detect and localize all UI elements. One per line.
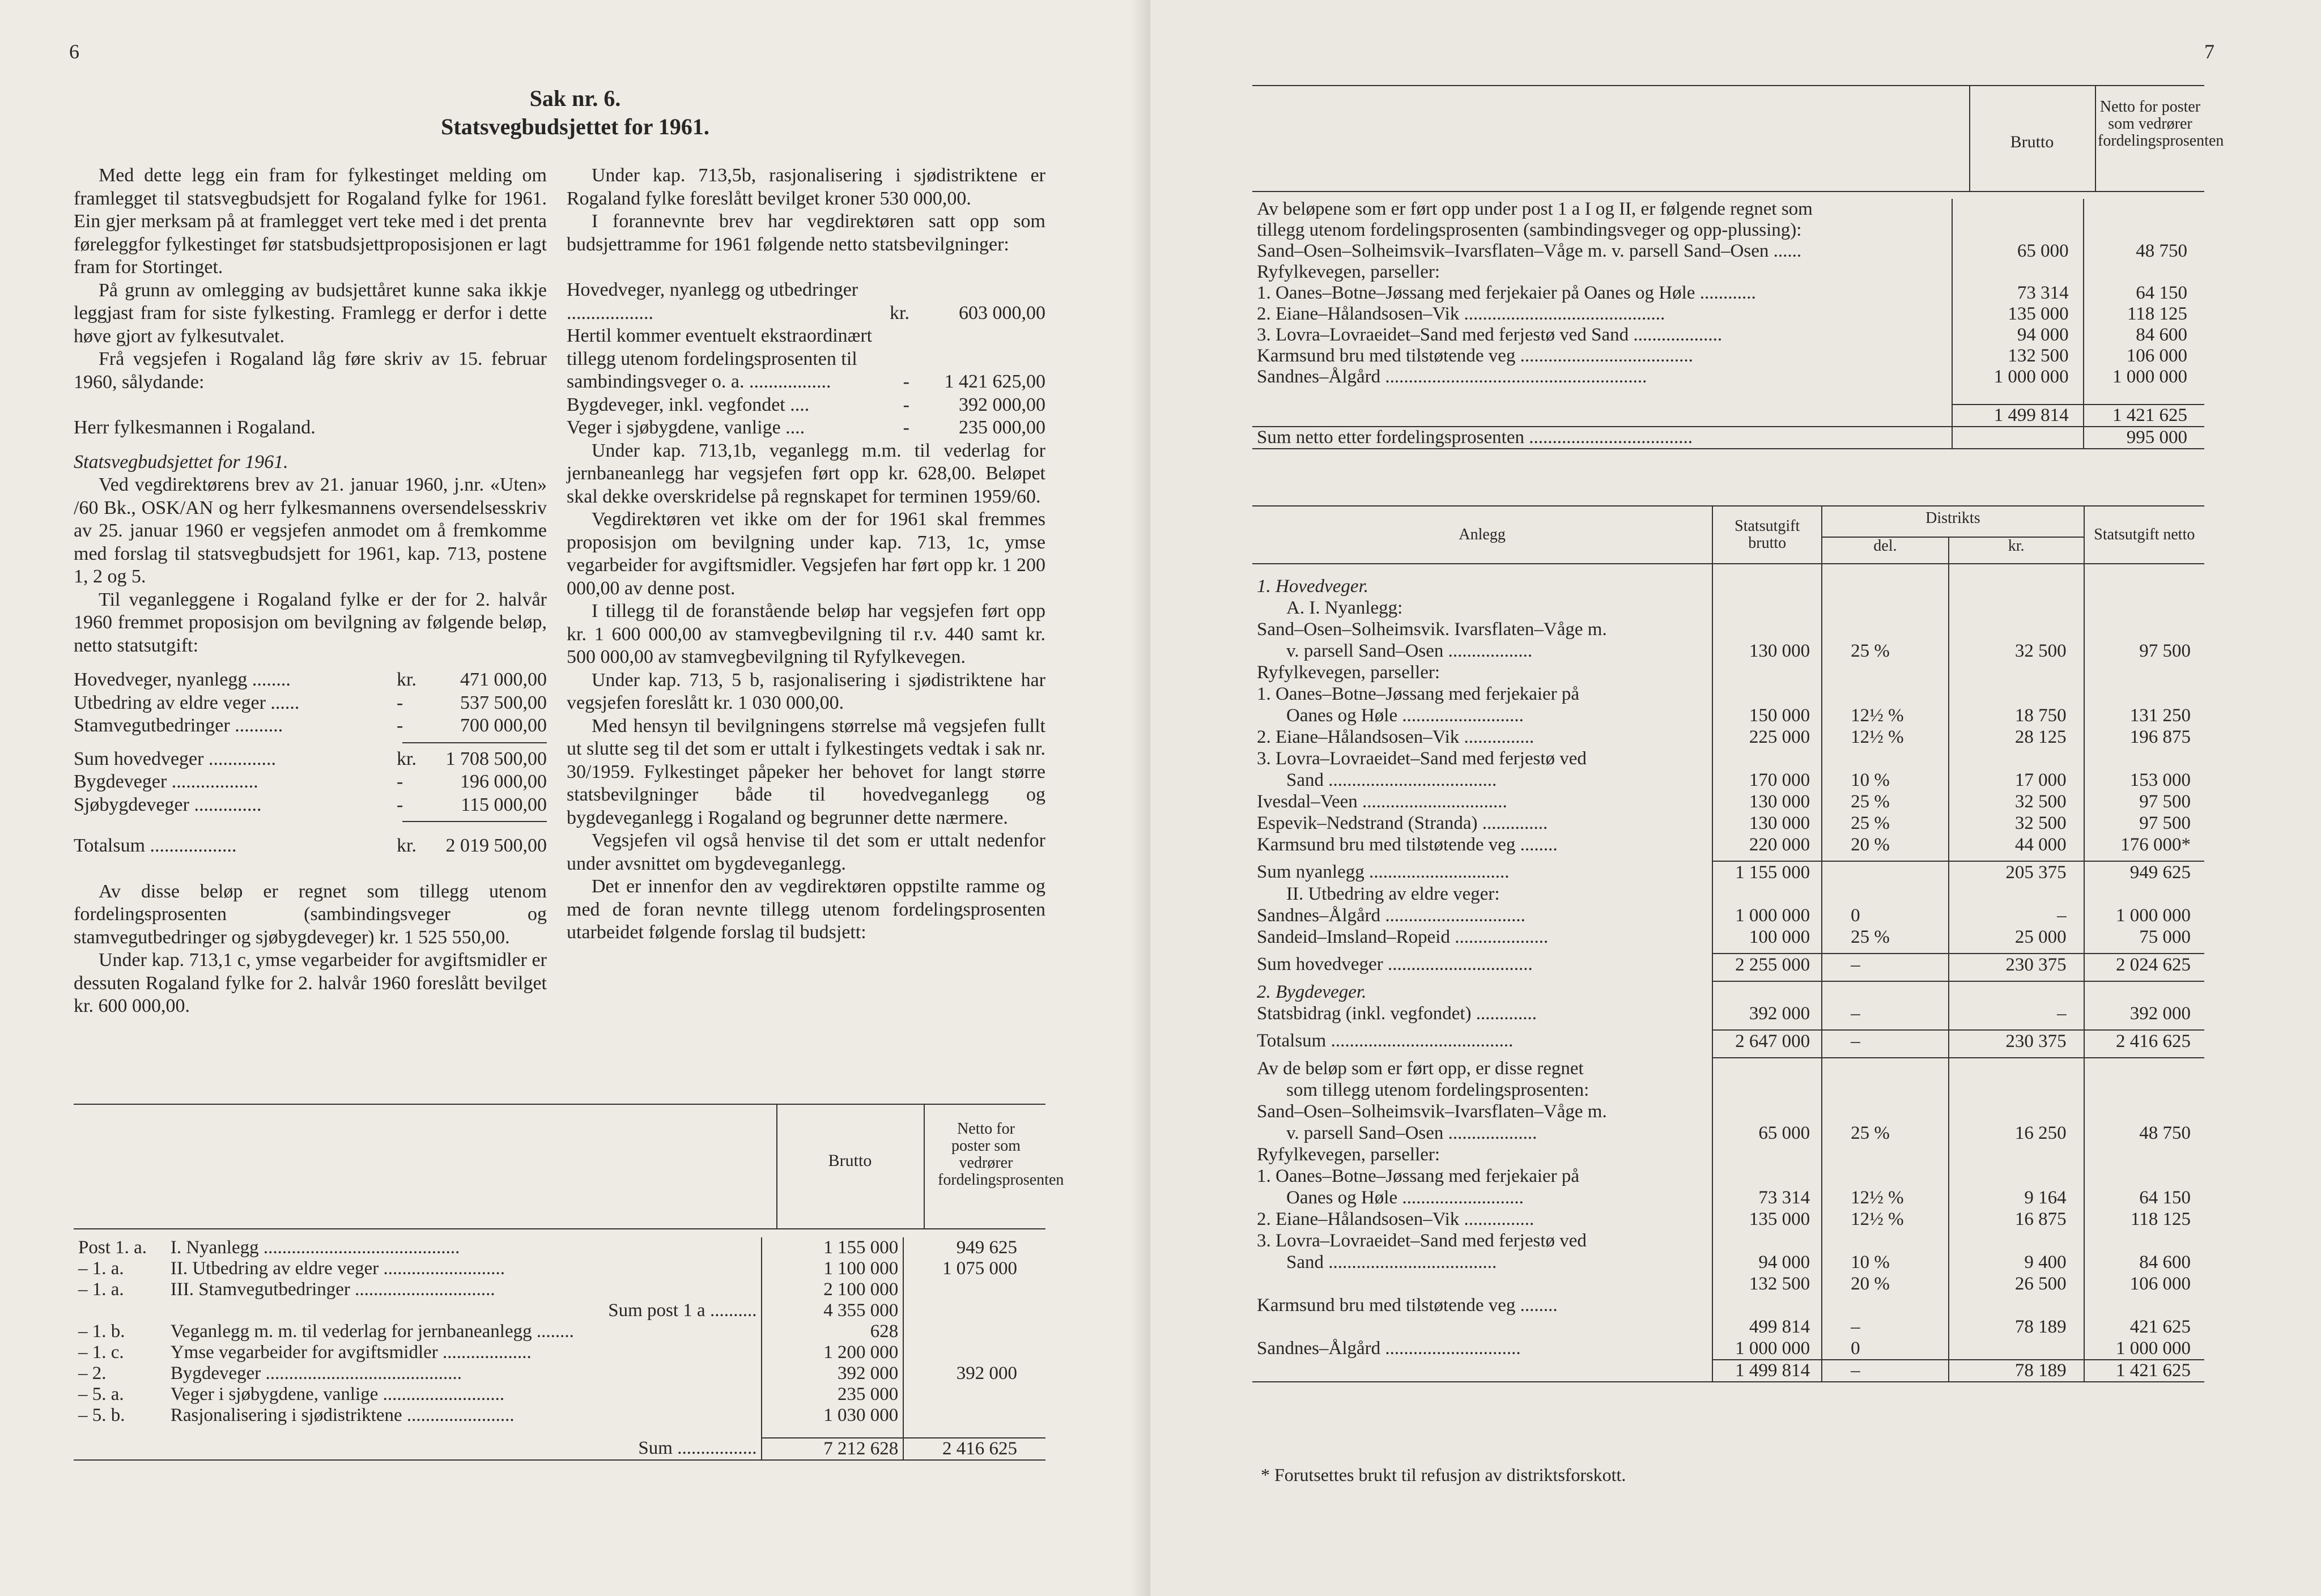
table-row: 2. Eiane–Hålandsosen–Vik ............... 135 000 12½ % 16 875 118 125 [1252,1208,2204,1230]
table-row: 2. Eiane–Hålandsosen–Vik ........................................... 135 000 118 125 [1252,304,2204,325]
table-row: – 2. Bygdeveger .......................................... 392 000 392 000 [74,1363,1045,1384]
intro-row: Av beløpene som er ført opp under post 1 a I og II, er følgende regnet som [1252,199,2204,220]
subtotal-row: 1 499 814 1 421 625 [1252,405,2204,427]
table-row: A. I. Nyanlegg: [1252,597,2204,619]
case-title: Sak nr. 6. [529,86,621,111]
paragraph: Med dette legg ein fram for fylkestinget melding om framlegget til statsvegbudsjett for Rogaland fylke for 1961. Ein gjer merksam på at framlegget vert teke med i det prenta føreleggfor fylkestinget før statsbudsjettproposisjonen er lagt fram for Stortinget. [74,165,547,278]
table-row: Sand .................................... 170 000 10 % 17 000 153 000 [1252,769,2204,791]
total-line: Totalsum .................. kr. 2 019 500,00 [74,835,547,856]
table-row: Oanes og Høle .......................... 73 314 12½ % 9 164 64 150 [1252,1187,2204,1208]
paragraph: Under kap. 713,1 c, ymse vegarbeider for avgiftsmidler er dessuten Rogaland fylke for 2. halvår 1960 foreslått bevilget kr. 600 000,00. [74,950,547,1016]
paragraph: Ved vegdirektørens brev av 21. januar 1960, j.nr. «Uten» /60 Bk., OSK/AN og herr fylkesmannens oversendelsesskriv av 25. januar 1960 er vegsjefen anmodet om å fremkomme med forslag til statsvegbudsjett for 1961, kap. 713, postene 1, 2 og 5. [74,474,547,587]
left-page [0,0,1150,1596]
paragraph: Under kap. 713,1b, veganlegg m.m. til vederlag for jernbaneanlegg har vegsjefen ført opp kr. 628,00. Beløpet skal dekke overskridelse på regnskapet for terminen 1959/60. [567,440,1045,507]
table-row: Ryfylkevegen, parseller: [1252,262,2204,283]
table-row: Sand–Osen–Solheimsvik–Ivarsflaten–Våge m. [1252,1101,2204,1122]
page-number-right: 7 [2204,40,2214,63]
table-row: Espevik–Nedstrand (Stranda) .............. 130 000 25 % 32 500 97 500 [1252,812,2204,834]
table-row [1252,948,2204,954]
paragraph: Under kap. 713, 5 b, rasjonalisering i sjødistriktene har vegsjefen foreslått kr. 1 030 000,00. [567,669,1045,713]
paragraph: Vegdirektøren vet ikke om der for 1961 skal fremmes proposisjon om bevilgning under kap. 713, 1c, ymse vegarbeider for avgiftsmidler. Vegsjefen har ført opp kr. 1 200 000,00 av denne post. [567,509,1045,599]
salutation: Herr fylkesmannen i Rogaland. [74,417,316,438]
table-header: Brutto Netto for poster som vedrører fordelingsprosenten [1252,85,2204,192]
right-page [1150,0,2321,1596]
paragraph: Under kap. 713,5b, rasjonalisering i sjødistriktene er Rogaland fylke foreslått bevilget kroner 530 000,00. [567,165,1045,209]
table-row: som tillegg utenom fordelingsprosenten: [1252,1079,2204,1101]
table-row: Post 1. a. I. Nyanlegg .......................................... 1 155 000 949 625 [74,1237,1045,1258]
table-row: 132 500 20 % 26 500 106 000 [1252,1273,2204,1295]
table-row: v. parsell Sand–Osen ................... 65 000 25 % 16 250 48 750 [1252,1122,2204,1144]
table-row: II. Utbedring av eldre veger: [1252,883,2204,905]
table-row: – 1. a. II. Utbedring av eldre veger .......................... 1 100 000 1 075 000 [74,1258,1045,1279]
amount-line: Bygdeveger .................. - 196 000,00 [74,771,547,792]
table-row: 1. Oanes–Botne–Jøssang med ferjekaier på Oanes og Høle ............ 73 314 64 150 [1252,283,2204,304]
table-row: – 5. b. Rasjonalisering i sjødistriktene ....................... 1 030 000 [74,1405,1045,1426]
left-column-1 [74,164,547,1018]
table-row: 2. Eiane–Hålandsosen–Vik ............... 225 000 12½ % 28 125 196 875 [1252,726,2204,748]
table-row [1252,1052,2204,1058]
table-row: Sandnes–Ålgård .............................. 1 000 000 0 – 1 000 000 [1252,905,2204,926]
budget-frame-item: Bygdeveger, inkl. vegfondet .... - 392 000,00 [567,394,1045,415]
table-row: Statsbidrag (inkl. vegfondet) ............. 392 000 – – 392 000 [1252,1003,2204,1024]
paragraph: På grunn av omlegging av budsjettåret kunne saka ikkje leggjast fram for siste fylkesting. Framlegg er derfor i dette høve gjort av fylkesutvalet. [74,279,547,347]
table-row: Karmsund bru med tilstøtende veg ........ [1252,1295,2204,1316]
table-row [1252,976,2204,981]
supplement-rows [1252,199,2204,450]
budget-frame-item: Hertil kommer eventuelt ekstraordinært tillegg utenom fordelingsprosenten til sambindingsveger o. a. ................. - 1 421 625,00 [567,325,1045,392]
table-row: Sand–Osen–Solheimsvik. Ivarsflaten–Våge m. [1252,619,2204,640]
table-row: 2. Bygdeveger. [1252,981,2204,1003]
paragraph: Til veganleggene i Rogaland fylke er der for 2. halvår 1960 fremmet proposisjon om bevilgning av følgende beløp, netto statsutgift: [74,589,547,656]
table-row [1252,1024,2204,1030]
table-row: v. parsell Sand–Osen .................. 130 000 25 % 32 500 97 500 [1252,640,2204,662]
table-row: Karmsund bru med tilstøtende veg ..................................... 132 500 106 000 [1252,346,2204,367]
document-title: Statsvegbudsjettet for 1961. [441,114,709,139]
page-number-left: 6 [69,40,79,63]
budget-frame-item: Hovedveger, nyanlegg og utbedringer .................. kr. 603 000,00 [567,279,1045,324]
table-row: Oanes og Høle .......................... 150 000 12½ % 18 750 131 250 [1252,705,2204,726]
table-row: 3. Lovra–Lovraeidet–Sand med ferjestø ved Sand ................... 94 000 84 600 [1252,325,2204,346]
table-row: Totalsum ....................................... 2 647 000 – 230 375 2 416 625 [1252,1030,2204,1052]
paragraph: Frå vegsjefen i Rogaland låg føre skriv av 15. februar 1960, sålydande: [74,348,547,393]
table-row: Ryfylkevegen, parseller: [1252,662,2204,683]
budget-proposal-table [74,1104,1064,1462]
budget-frame-list [567,279,1045,440]
table-row: – 5. a. Veger i sjøbygdene, vanlige .......................... 235 000 [74,1384,1045,1405]
table-row: 499 814 – 78 189 421 625 [1252,1316,2204,1338]
table-row: – 1. b. Veganlegg m. m. til vederlag for jernbaneanlegg ........ 628 [74,1321,1045,1342]
table-row: Ryfylkevegen, parseller: [1252,1144,2204,1165]
amount-line: Utbedring av eldre veger ...... - 537 500,00 [74,692,547,713]
total-row: 1 499 814 – 78 189 1 421 625 [1252,1360,2204,1382]
table-row: Sandnes–Ålgård ........................................................ 1 000 000 1 000 000 [1252,367,2204,388]
amount-line: Stamvegutbedringer .......... - 700 000,00 [74,715,547,736]
table-row: Sandnes–Ålgård ............................. 1 000 000 0 1 000 000 [1252,1338,2204,1360]
road-project-table [1252,505,2204,1382]
amount-list [74,669,547,738]
section-heading: Statsvegbudsjettet for 1961. [74,451,288,473]
table-row: Av de beløp som er ført opp, er disse regnet [1252,1058,2204,1079]
intro-row: tillegg utenom fordelingsprosenten (sambindingsveger og opp-plussing): [1252,220,2204,241]
amount-line: Hovedveger, nyanlegg ........ kr. 471 000,00 [74,669,547,690]
road-project-rows: Anlegg Statsutgift brutto Distrikts Statsutgift netto del. kr. 1. Hovedveger. A. I. Nyanlegg: Sand–Osen–Solheimsvik. Ivarsflaten–Våge m. v. parsell Sand–Osen .................. 130 000 25 % 32 500 97 500 Ryfylkevegen, parseller: 1. Oanes–Botne–Jøssang med ferjekaier på Oanes og Høle .......................... 150 000 12½ % 18 750 131 250 2. Eiane–Hålandsosen–Vik ............... 225 000 12½ % 28 125 196 875 3. Lovra–Lovraeidet–Sand med ferjestø ved Sand .................................... 170 000 10 % 17 000 153 000 Ivesdal–Veen ............................... 130 000 25 % 32 500 97 500 Espevik–Nedstrand (Stranda) .............. 130 000 25 % 32 500 97 500 Karmsund bru med tilstøtende veg ........ 220 000 20 % 44 000 176 000* Sum nyanlegg .............................. 1 155 000 205 375 949 625 II. Utbedring av eldre veger: Sandnes–Ålgård .............................. 1 000 000 0 – 1 000 000 Sandeid–Imsland–Ropeid .................... 100 000 25 % 25 000 75 000 Sum hovedveger ............................... 2 255 000 – 230 375 2 024 625 2. Bygdeveger. Statsbidrag (inkl. vegfondet) ............. 392 000 – – 392 000 Totalsum ....................................... 2 647 000 – 230 375 2 416 625 Av de beløp som er ført opp, er disse regnet som tillegg utenom fordelingsprosenten: Sand–Osen–Solheimsvik–Ivarsflaten–Våge m. v. parsell Sand–Osen ................... 65 000 25 % 16 250 48 750 Ryfylkevegen, parseller: 1. Oanes–Botne–Jøssang med ferjekaier på Oanes og Høle .......................... 73 314 12½ % 9 164 64 150 2. Eiane–Hålandsosen–Vik ............... 135 000 12½ % 16 875 118 125 3. Lovra–Lovraeidet–Sand med ferjestø ved Sand .................................... 94 000 10 % 9 400 84 600 132 500 20 % 26 500 106 000 Karmsund bru med tilstøtende veg ........ 499 814 – 78 189 421 625 Sandnes–Ålgård ............................. 1 000 000 0 1 000 000 1 499 814 – 78 189 1 421 625 [1252,505,2204,1382]
budget-frame-item: Veger i sjøbygdene, vanlige .... - 235 000,00 [567,417,1045,438]
table-row: Karmsund bru med tilstøtende veg ........ 220 000 20 % 44 000 176 000* [1252,834,2204,856]
left-column-2 [567,164,1045,944]
table-row: Sum nyanlegg .............................. 1 155 000 205 375 949 625 [1252,861,2204,883]
paragraph: Vegsjefen vil også henvise til det som er uttalt nedenfor under avsnittet om bygdeveganlegg. [567,830,1045,874]
table-row [1252,856,2204,861]
table-row: 3. Lovra–Lovraeidet–Sand med ferjestø ved [1252,748,2204,769]
paragraph: Det er innenfor den av vegdirektøren oppstilte ramme og med de foran nevnte tillegg utenom fordelingsprosenten utarbeidet følgende forslag til budsjett: [567,876,1045,943]
table-row: 1. Oanes–Botne–Jøssang med ferjekaier på [1252,683,2204,705]
table-row: Sand–Osen–Solheimsvik–Ivarsflaten–Våge m. v. parsell Sand–Osen ...... 65 000 48 750 [1252,241,2204,262]
supplement-table [1252,85,2224,450]
table-header: Brutto Netto for poster som vedrører fordelingsprosenten [74,1104,1045,1229]
table-row: Sand .................................... 94 000 10 % 9 400 84 600 [1252,1252,2204,1273]
table-row: – 1. c. Ymse vegarbeider for avgiftsmidler ................... 1 200 000 [74,1342,1045,1363]
table-row: – 1. a. III. Stamvegutbedringer .............................. 2 100 000 [74,1279,1045,1300]
table-row: Sandeid–Imsland–Ropeid .................... 100 000 25 % 25 000 75 000 [1252,926,2204,948]
table-header: Anlegg Statsutgift brutto Distrikts Statsutgift netto [1252,506,2204,537]
amount-line: Sum hovedveger .............. kr. 1 708 500,00 [74,748,547,769]
amount-line: Sjøbygdeveger .............. - 115 000,00 [74,794,547,815]
paragraph: Av disse beløp er regnet som tillegg utenom fordelingsprosenten (sambindingsveger og stamvegutbedringer og sjøbygdeveger) kr. 1 525 550,00. [74,880,547,948]
amount-list [74,748,547,817]
paragraph: I forannevnte brev har vegdirektøren satt opp som budsjettramme for 1961 følgende netto statsbevilgninger: [567,211,1045,255]
table-row: 1. Hovedveger. [1252,576,2204,597]
footnote: * Forutsettes brukt til refusjon av distriktsforskott. [1261,1465,1626,1485]
budget-rows [74,1237,1045,1462]
sum-row: Sum ................. 7 212 628 2 416 625 [74,1438,1045,1460]
sum-row: Sum netto etter fordelingsprosenten ................................... 995 000 [1252,427,2204,449]
paragraph: Med hensyn til bevilgningens størrelse må vegsjefen fullt ut slutte seg til det som er uttalt i fylkestingets vedtak i sak nr. 30/1959. Fylkestinget påpeker her behovet for langt større statsbevilgninger både til hovedveganlegg og bygdeveganlegg i Rogaland og begrunner dette nærmere. [567,715,1045,828]
table-row: Sum post 1 a .......... 4 355 000 [74,1300,1045,1321]
table-row: Ivesdal–Veen ............................... 130 000 25 % 32 500 97 500 [1252,791,2204,812]
table-row: 3. Lovra–Lovraeidet–Sand med ferjestø ved [1252,1230,2204,1252]
table-row: 1. Oanes–Botne–Jøssang med ferjekaier på [1252,1165,2204,1187]
paragraph: I tillegg til de foranstående beløp har vegsjefen ført opp kr. 1 600 000,00 av stamvegbevilgning til r.v. 440 samt kr. 500 000,00 av stamvegbevilgning til Ryfylkevegen. [567,601,1045,667]
table-row: Sum hovedveger ............................... 2 255 000 – 230 375 2 024 625 [1252,954,2204,976]
